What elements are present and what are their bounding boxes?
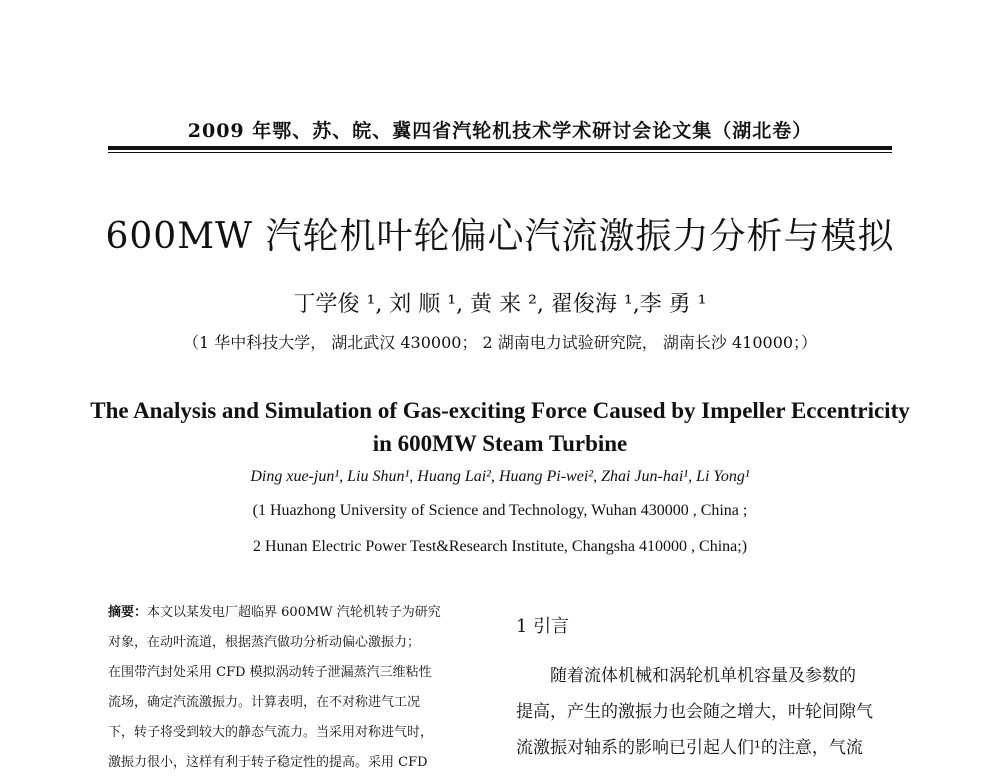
header-rule-thin bbox=[108, 152, 892, 153]
abstract bbox=[108, 598, 493, 778]
abstract-line: 激振力很小，这样有利于转子稳定性的提高。采用 CFD bbox=[108, 755, 428, 770]
affiliation-en-line-1: (1 Huazhong University of Science and Technology, Wuhan 430000 , China ; bbox=[252, 502, 748, 519]
affiliation-en-line-2: 2 Hunan Electric Power Test&Research Institute, Changsha 410000 , China;) bbox=[252, 538, 748, 555]
abstract-line: 摘要：本文以某发电厂超临界 600MW 汽轮机转子为研究 bbox=[108, 605, 441, 620]
header-rule-thick bbox=[108, 146, 892, 150]
running-header: 2009 年鄂、苏、皖、冀四省汽轮机技术学术研讨会论文集（湖北卷） bbox=[187, 120, 813, 142]
section-heading-introduction: 1 引言 bbox=[516, 616, 570, 637]
authors-en: Ding xue-jun¹, Liu Shun¹, Huang Lai², Huang Pi-wei², Zhai Jun-hai¹, Li Yong¹ bbox=[250, 468, 750, 485]
abstract-line: 下，转子将受到较大的静态气流力。当采用对称进气时， bbox=[108, 725, 434, 740]
authors-cn: 丁学俊 ¹, 刘 顺 ¹, 黄 来 ², 翟俊海 ¹,李 勇 ¹ bbox=[293, 292, 707, 317]
body-line: 流激振对轴系的影响已引起人们¹的注意，气流 bbox=[516, 738, 863, 758]
affiliation-cn: （1 华中科技大学， 湖北武汉 430000； 2 湖南电力试验研究院， 湖南长沙 410000；） bbox=[182, 333, 818, 352]
abstract-line: 流场，确定汽流激振力。计算表明，在不对称进气工况 bbox=[108, 695, 421, 710]
abstract-line: 对象，在动叶流道，根据蒸汽做功分析动偏心激振力； bbox=[108, 635, 421, 650]
abstract-label: 摘要： bbox=[108, 605, 148, 620]
introduction-body bbox=[516, 658, 896, 766]
body-line: 提高，产生的激振力也会随之增大，叶轮间隙气 bbox=[516, 702, 873, 722]
body-line: 随着流体机械和涡轮机单机容量及参数的 bbox=[550, 666, 856, 686]
abstract-line: 在围带汽封处采用 CFD 模拟涡动转子泄漏蒸汽三维粘性 bbox=[108, 665, 432, 680]
paper-title-cn: 600MW 汽轮机叶轮偏心汽流激振力分析与模拟 bbox=[105, 216, 895, 257]
paper-title-en: The Analysis and Simulation of Gas-exciting Force Caused by Impeller Eccentricity in 600MW Steam Turbine bbox=[90, 398, 910, 456]
